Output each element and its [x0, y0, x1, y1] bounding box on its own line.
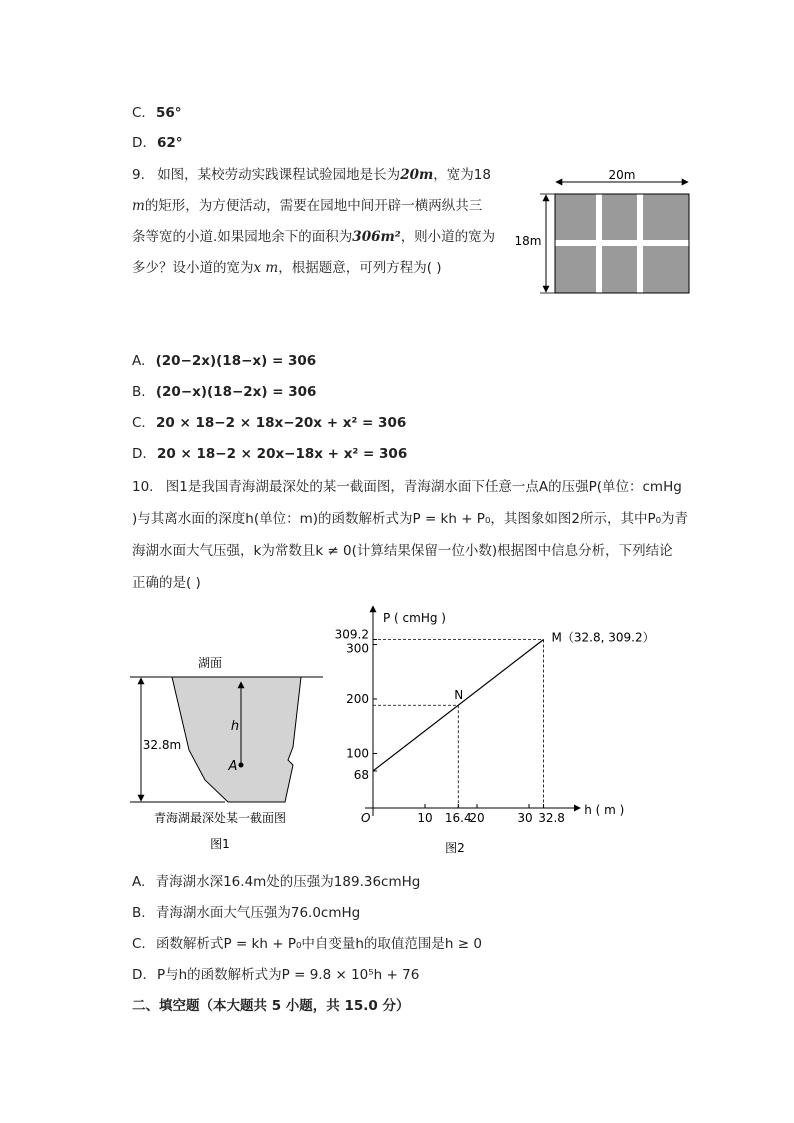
- math: m: [132, 198, 145, 214]
- q9-line-3: [132, 227, 495, 247]
- height-label: 18m: [514, 234, 542, 248]
- q9-option-d: [132, 444, 407, 464]
- q10-option-d: [132, 965, 419, 985]
- y-tick-label: 200: [346, 692, 369, 706]
- math: 20m: [400, 167, 434, 183]
- q10-option-a: [132, 872, 420, 892]
- text: 如图，某校劳动实践课程试验园地是长为: [157, 167, 401, 183]
- option-text: 62°: [156, 135, 183, 151]
- section-2-title: [132, 996, 410, 1016]
- y-tick-label: 68: [353, 767, 369, 782]
- h-label: h: [230, 719, 240, 734]
- q9-option-c: [132, 413, 406, 433]
- q9-line-2: [132, 196, 482, 216]
- option-label: A.: [132, 874, 146, 890]
- option-text: (20−2x)(18−x) = 306: [155, 353, 317, 369]
- text: 的矩形，为方便活动，需要在园地中间开辟一横两纵共三: [144, 198, 483, 214]
- option-label: C.: [132, 936, 146, 952]
- width-label: 20m: [608, 168, 636, 182]
- y-axis-label: P ( cmHg ): [383, 611, 446, 625]
- q10-line-2: [132, 509, 688, 529]
- origin-label: O: [361, 811, 371, 825]
- point-label-M: M（32.8, 309.2）: [551, 630, 655, 645]
- q10-line-4: [132, 573, 201, 593]
- path-horizontal: [555, 240, 689, 246]
- q9-line-1: [132, 165, 491, 185]
- x-tick-label: 20: [469, 811, 485, 825]
- q10-option-b: [132, 903, 360, 923]
- q10-fig1-cross-section: [125, 650, 340, 860]
- question-number: 10.: [132, 479, 154, 495]
- y-tick-label: 309.2: [334, 627, 369, 642]
- option-text: (20−x)(18−2x) = 306: [155, 384, 317, 400]
- question-number: 9.: [132, 167, 145, 183]
- y-tick-label: 100: [346, 746, 369, 761]
- q8-option-c: [132, 103, 182, 123]
- option-text: P与h的函数解析式为P = 9.8 × 10⁵h + 76: [156, 967, 420, 983]
- fig2-label: 图2: [445, 841, 465, 855]
- option-label: C.: [132, 415, 146, 431]
- surface-label: 湖面: [197, 656, 223, 670]
- section-title-text: 二、填空题（本大题共 5 小题，共 15.0 分）: [132, 998, 410, 1014]
- q10-line-3: [132, 541, 673, 561]
- option-label: C.: [132, 105, 146, 121]
- q10-option-c: [132, 934, 482, 954]
- option-label: D.: [132, 446, 147, 462]
- text: 多少？设小道的宽为: [132, 260, 254, 276]
- path-vertical-1: [596, 194, 602, 293]
- text: 海湖水面大气压强，k为常数且k ≠ 0(计算结果保留一位小数)根据图中信息分析，下列结论: [132, 543, 673, 559]
- q8-option-d: [132, 133, 183, 153]
- option-label: D.: [132, 967, 147, 983]
- x-tick-label: 32.8: [538, 811, 565, 825]
- text: ，根据题意，可列方程为( ): [278, 260, 442, 276]
- text: 正确的是( ): [132, 575, 201, 591]
- math: x m: [253, 260, 279, 276]
- caption: 青海湖最深处某一截面图: [153, 811, 287, 825]
- point-a: [239, 763, 244, 768]
- point-label-N: N: [454, 688, 464, 703]
- option-text: 20 × 18−2 × 20x−18x + x² = 306: [156, 446, 408, 462]
- option-text: 青海湖水深16.4m处的压强为189.36cmHg: [155, 874, 421, 890]
- option-label: A.: [132, 353, 146, 369]
- option-label: B.: [132, 384, 146, 400]
- q10-line-1: [132, 477, 682, 497]
- q9-garden-figure: [510, 165, 700, 300]
- path-vertical-2: [637, 194, 643, 293]
- text: 条等宽的小道.如果园地余下的面积为: [132, 229, 353, 245]
- x-tick-label: 30: [517, 811, 533, 825]
- math: 306m²: [352, 229, 401, 245]
- option-text: 函数解析式P = kh + P₀中自变量h的取值范围是h ≥ 0: [156, 936, 482, 952]
- x-tick-label: 16.4: [444, 811, 472, 825]
- text: ，宽为18: [433, 167, 491, 183]
- y-tick-label: 300: [346, 641, 369, 656]
- option-text: 20 × 18−2 × 18x−20x + x² = 306: [156, 415, 407, 431]
- point-a-label: A: [228, 759, 238, 774]
- option-text: 56°: [156, 105, 182, 121]
- text: 图1是我国青海湖最深处的某一截面图，青海湖水面下任意一点A的压强P(单位：cmHg: [165, 479, 682, 495]
- option-label: D.: [132, 135, 147, 151]
- q9-line-4: [132, 258, 442, 278]
- q9-option-a: [132, 351, 316, 371]
- text: )与其离水面的深度h(单位：m)的函数解析式为P = kh + P₀，其图象如图2所示，其中P₀为青: [132, 511, 689, 527]
- text: ，则小道的宽为: [400, 229, 496, 245]
- option-label: B.: [132, 905, 146, 921]
- option-text: 青海湖水面大气压强为76.0cmHg: [155, 905, 361, 921]
- fig1-label: 图1: [210, 837, 230, 851]
- x-axis-label: h ( m ): [584, 803, 625, 817]
- q9-option-b: [132, 382, 316, 402]
- q10-fig2-chart: [334, 600, 655, 860]
- lake-section: [172, 677, 301, 802]
- depth-label: 32.8m: [142, 738, 182, 752]
- x-tick-label: 10: [417, 811, 433, 825]
